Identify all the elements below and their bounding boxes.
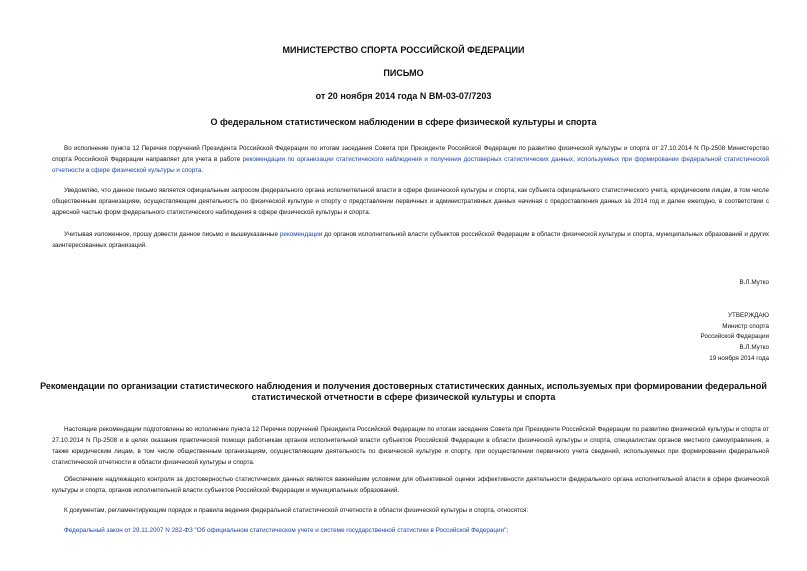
recommendations-link[interactable]: рекомендации по организации статистического наблюдения и получения достоверных статистических данных, используемых при формировании федеральной статистической отчетности в сфере физической культуры и спорта [52, 156, 769, 174]
paragraph-3 [52, 229, 769, 251]
paragraph-3-end: до органов исполнительной власти субъектов российской Федерации в области физической культуры и спорта, муниципальных образований и других заинтересованных организаций. [52, 231, 769, 249]
approval-line-2: Министр спорта [722, 322, 769, 330]
paragraph-5 [52, 474, 769, 496]
paragraph-1 [52, 143, 769, 176]
paragraph-7-end: ; [506, 527, 509, 534]
approval-line-1: УТВЕРЖДАЮ [727, 312, 769, 319]
paragraph-3-text: Учитывая изложенное, прошу довести данное письмо и вышеуказанные [64, 231, 280, 238]
paragraph-6 [52, 505, 769, 516]
paragraph-1-end: . [201, 167, 204, 174]
paragraph-6-text: К документам, регламентирующим порядок и правила ведения федеральной статистической отчетности в области физической культуры и спорта, относятся: [64, 507, 529, 514]
document-subject: О федеральном статистическом наблюдении в сфере физической культуры и спорта [210, 117, 597, 127]
paragraph-5-text: Обеспечение надлежащего контроля за достоверностью статистических данных является важнейшим условием для объективной оценки эффективности деятельности федерального органа исполнительной власти в сфере физической культуры и спорта, органов исполнительной власти субъектов Российской Федерации и муниципальных образований. [52, 476, 769, 494]
approval-line-3: Российской Федерации [700, 333, 769, 341]
approval-block [701, 311, 769, 365]
approval-line-4: В.Л.Мутко [739, 344, 769, 352]
document-type: ПИСЬМО [383, 68, 424, 78]
document-date-number: от 20 ноября 2014 года N ВМ-03-07/7203 [315, 91, 492, 101]
paragraph-4-text: Настоящие рекомендации подготовлены во исполнение пункта 12 Перечня поручений Президента Российской Федерации по итогам заседания Совета при Президенте Российской Федерации по развитию физической культуры и спорта от 27.10.2014 N Пр-2508 и в целях оказания практической помощи работникам органов исполнительной власти субъектов Российской Федерации в области физической культуры и спорта, специалистам органов местного самоуправления, а также юридическим лицам, в том числе общественным организациям, осуществляющим деятельность по физической культуре и спорту, при осуществлении первичного учета сведений, используемых при формировании федеральной статистической отчетности в области физической культуры и спорта. [52, 426, 769, 466]
paragraph-2-text: Уведомляю, что данное письмо является официальным запросом федерального органа исполнительной власти в сфере физической культуры и спорта, как субъекта официального статистического учета, юридическим лицам, в том числе общественным организациям, осуществляющим деятельность по физической культуре и спорту о представлении первичных и административных данных начиная с предоставления данных за 2014 год и далее ежегодно, в соответствии с адресной частью форм федерального статистического наблюдения в сфере физической культуры и спорта. [52, 187, 769, 216]
federal-law-link[interactable]: Федеральный закон от 29.11.2007 N 282-ФЗ "Об официальном статистическом учете и системе государственной статистики в Российской Федерации" [64, 527, 507, 534]
paragraph-4 [52, 424, 769, 468]
approval-line-5: 19 ноября 2014 года [709, 354, 769, 362]
paragraph-7 [52, 525, 769, 536]
ministry-title: МИНИСТЕРСТВО СПОРТА РОССИЙСКОЙ ФЕДЕРАЦИИ [282, 45, 525, 55]
paragraph-2 [52, 185, 769, 218]
paragraph-1-text: Во исполнение пункта 12 Перечня поручений Президента Российской Федерации по итогам заседания Совета при Президенте Российской Федерации по развитию физической культуры и спорта от 27.10.2014 N Пр-2508 Министерство спорта Российской Федерации направляет для учета в работе [52, 145, 769, 163]
recommendations-short-link[interactable]: рекомендации [279, 231, 323, 238]
recommendations-title: Рекомендации по организации статистического наблюдения и получения достоверных статистических данных, используемых при формировании федеральной статистической отчетности в сфере физической культуры и спорта [40, 381, 767, 402]
signature-name: В.Л.Мутко [739, 279, 769, 286]
